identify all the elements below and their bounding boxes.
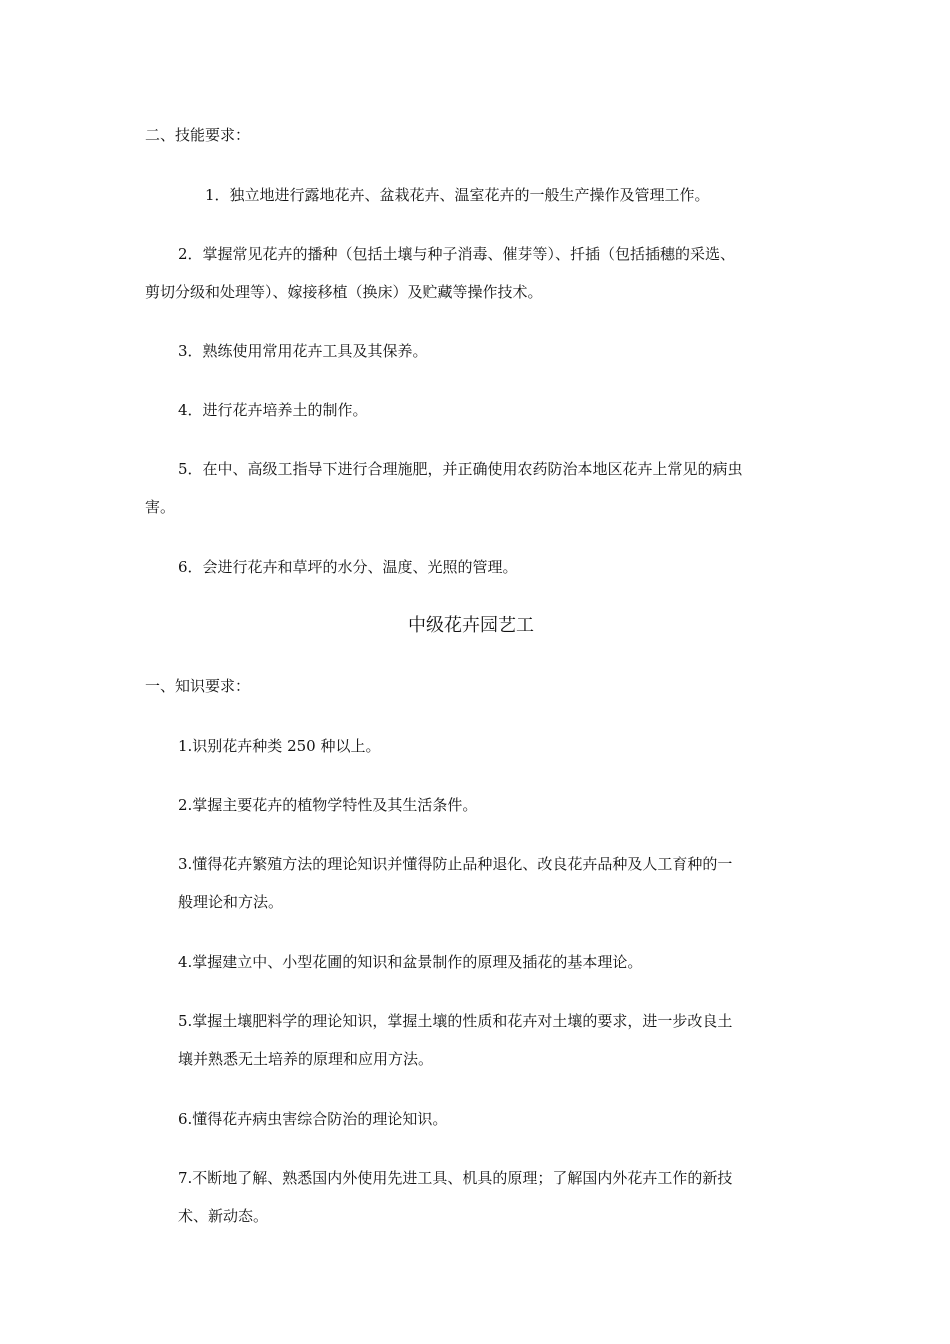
knowledge-heading: 一、知识要求： [145, 677, 251, 695]
skill-item-5-line-1: 5．在中、高级工指导下进行合理施肥，并正确使用农药防治本地区花卉上常见的病虫 [178, 460, 743, 478]
skill-item-3: 3．熟练使用常用花卉工具及其保养。 [178, 342, 428, 360]
knowledge-item-1: 1.识别花卉种类 250 种以上。 [178, 737, 381, 755]
skill-item-2-line-2: 剪切分级和处理等）、嫁接移植（换床）及贮藏等操作技术。 [145, 283, 543, 301]
knowledge-item-5-line-1: 5.掌握土壤肥料学的理论知识，掌握土壤的性质和花卉对土壤的要求，进一步改良土 [178, 1012, 733, 1030]
skills-heading: 二、技能要求： [145, 126, 251, 144]
skill-item-5-line-2: 害。 [145, 498, 176, 516]
knowledge-item-6: 6.懂得花卉病虫害综合防治的理论知识。 [178, 1110, 448, 1128]
knowledge-item-7-line-1: 7.不断地了解、熟悉国内外使用先进工具、机具的原理；了解国内外花卉工作的新技 [178, 1169, 733, 1187]
knowledge-item-5-line-2: 壤并熟悉无土培养的原理和应用方法。 [178, 1050, 434, 1068]
knowledge-item-4: 4.掌握建立中、小型花圃的知识和盆景制作的原理及插花的基本理论。 [178, 953, 643, 971]
knowledge-item-7-line-2: 术、新动态。 [178, 1207, 269, 1225]
skill-item-6: 6．会进行花卉和草坪的水分、温度、光照的管理。 [178, 558, 518, 576]
knowledge-item-2: 2.掌握主要花卉的植物学特性及其生活条件。 [178, 796, 478, 814]
skill-item-2-line-1: 2．掌握常见花卉的播种（包括土壤与种子消毒、催芽等）、扦插（包括插穗的采选、 [178, 245, 736, 263]
skill-item-4: 4．进行花卉培养土的制作。 [178, 401, 368, 419]
section-title: 中级花卉园艺工 [408, 615, 534, 636]
skill-item-1: 1．独立地进行露地花卉、盆栽花卉、温室花卉的一般生产操作及管理工作。 [205, 186, 710, 204]
knowledge-item-3-line-1: 3.懂得花卉繁殖方法的理论知识并懂得防止品种退化、改良花卉品种及人工育种的一 [178, 855, 733, 873]
knowledge-item-3-line-2: 般理论和方法。 [178, 893, 284, 911]
